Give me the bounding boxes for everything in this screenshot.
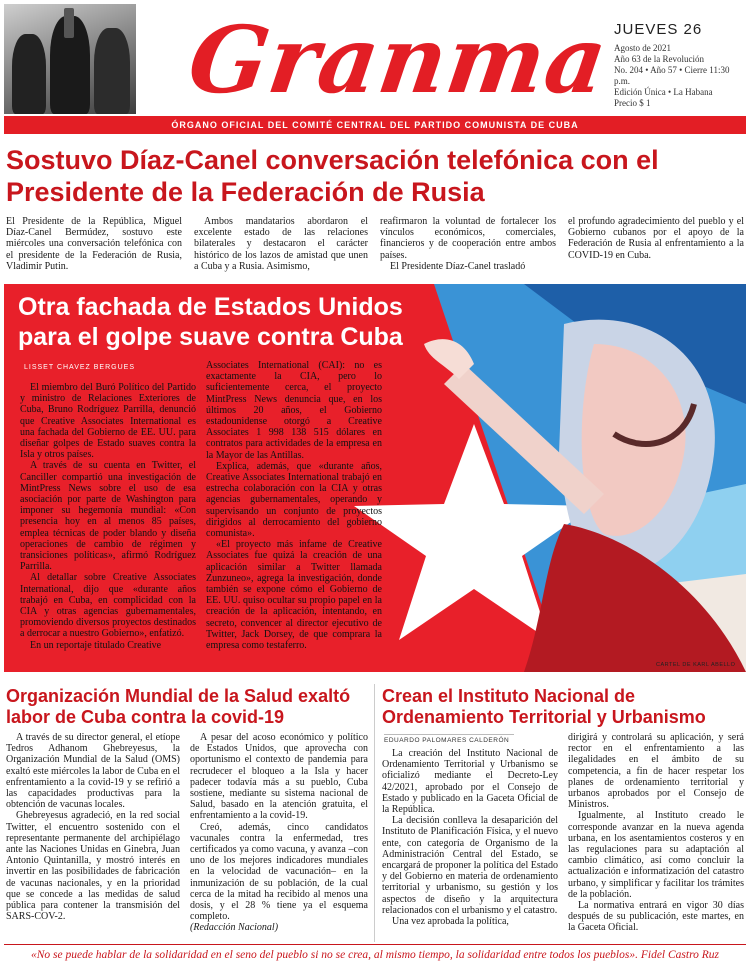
organ-band: ÓRGANO OFICIAL DEL COMITÉ CENTRAL DEL PARTIDO COMUNISTA DE CUBA	[4, 116, 746, 134]
issue-day: JUEVES 26	[614, 21, 703, 38]
paragraph: La normativa entrará en vigor 30 días después de su publicación, este martes, en la Gaceta Oficial.	[568, 900, 744, 934]
news-desk-signature: (Redacción Nacional)	[190, 922, 279, 934]
price: Precio $ 1	[614, 98, 651, 108]
paragraph: A través de su cuenta en Twitter, el Canciller compartió una investigación de MintPress News sobre el uso de esa asociación por parte de Washington para imponer su hegemonía mundial: «Con presencia hoy en al menos 85 países, emplea técnicas de poder blando y diseña operaciones de cambio de régimen y transiciones políticas», afirmó Rodríguez Parrilla.	[20, 460, 196, 573]
paragraph: Creó, además, cinco candidatos vacunales contra la enfermedad, tres certificados ya como vacuna, y avanza –con uno de los mejores indicadores mundiales en la velocidad de vacunación– en la inmunización de su población, de la cual cerca de la mitad ha recibido al menos una dosis, y el 28 % tiene ya el esquema completo.	[190, 821, 368, 923]
lead-column-2	[194, 216, 368, 272]
lead-column-3	[380, 216, 556, 272]
revolution-year: Año 63 de la Revolución	[614, 54, 704, 64]
paragraph: Ambos mandatarios abordaron el excelente estado de las relaciones bilaterales y destacaron el carácter histórico de los lazos de amistad que unen a Cuba y a Rusia. Asimismo,	[194, 216, 368, 272]
illustration-credit: CARTEL DE KARL ABELLO	[656, 662, 736, 668]
paragraph: A pesar del acoso económico y político de Estados Unidos, que aprovecha con oportunismo el contexto de pandemia para recrudecer el bloqueo a la Isla y hacer padecer todavía más a su pueblo, Cuba sostiene, mediante su sistema nacional de Salud, basado en la atención gratuita, el enfrentamiento a la covid-19.	[190, 732, 368, 822]
paragraph: Explica, además, que «durante años, Creative Associates International trabajó en estrecha colaboración con la CIA y otras agencias gubernamentales, operando y supervisando un conjunto de proyectos dirigidos al derrocamiento del gobierno comunista».	[206, 460, 382, 540]
lead-column-4	[568, 216, 744, 261]
paragraph: Una vez aprobada la política,	[392, 916, 509, 928]
masthead-photo	[4, 4, 136, 114]
instituto-headline[interactable]: Crean el Instituto Nacional de Ordenamiento Territorial y Urbanismo	[382, 686, 706, 727]
paragraph: el profundo agradecimiento del pueblo y el Gobierno cubanos por el apoyo de la Federación de Rusia al enfrentamiento a la COVID-19 en Cuba.	[568, 216, 744, 261]
instituto-byline: EDUARDO PALOMARES CALDERÓN	[384, 734, 514, 744]
issue-date: Agosto de 2021	[614, 43, 671, 53]
paragraph: Igualmente, al Instituto creado le corresponde avanzar en la nueva agenda urbana, en los asentamientos costeros y en las regulaciones para su adaptación al cambio climático, así como concluir la actualización e informatización del catastro urbano, y simplificar y facilitar los trámites de la población.	[568, 810, 744, 900]
instituto-column-2	[568, 732, 744, 934]
paragraph: Al detallar sobre Creative Associates International, dijo que «durante años trabajó en Cuba, en complicidad con la CIA y otras agencias gubernamentales, promoviendo diversos proyectos destinados a derrocar a nuestro Gobierno», enfatizó.	[20, 572, 196, 640]
paragraph: «El proyecto más infame de Creative Associates fue quizá la creación de una aplicación similar a Twitter llamada Zunzuneo», agrega la investigación, donde también se expone cómo el Gobierno de EE. UU. quiso ocultar su propio papel en la creación de la aplicación, intentando, en secreto, convencer al director ejecutivo de Twitter, Jack Dorsey, de que comprara la empresa como testaferro.	[206, 539, 382, 652]
footer-rule	[4, 944, 746, 945]
paragraph: La decisión conlleva la desaparición del Instituto de Planificación Física, y el nuevo ente, con categoría de Organismo de la Administración Central del Estado, se encargará de proponer la política del Estado y del Gobierno en materia de ordenamiento territorial y urbanismo, su gestión y los aspectos de diseño y la arquitectura relacionados con el urbanismo y el catastro.	[382, 815, 558, 916]
granma-logo[interactable]: Granma	[182, 6, 615, 114]
paragraph: Ghebreyesus agradeció, en la red social Twitter, el encuentro sostenido con el representante permanente del archipiélago ante las Naciones Unidas en Ginebra, Juan Antonio Quintanilla, y mostró interés en invertir en las posibilidades de fabricación de vacunas nacionales, y en la prioridad que se concede a las medidas de salud pública para contener la transmisión del SARS-COV-2.	[6, 810, 180, 923]
paragraph: reafirmaron la voluntad de fortalecer los vínculos económicos, comerciales, financieros y de cooperación entre ambos países.	[380, 216, 556, 261]
oms-headline[interactable]: Organización Mundial de la Salud exaltó labor de Cuba contra la covid-19	[6, 686, 351, 727]
column-divider	[374, 684, 375, 942]
paragraph: Associates International (CAI): no es exactamente la CIA, pero lo suficientemente cerca, el proyecto MintPress News denuncia que, en los últimos 20 años, el Gobierno estadounidense otorgó a Creative Associates 1 998 138 515 dólares en contratos para actividades de la empresa en la Mayor de las Antillas.	[206, 360, 382, 461]
edition: Edición Única • La Habana	[614, 87, 713, 97]
issue-number: No. 204 • Año 57 • Cierre 11:30 p.m.	[614, 65, 730, 86]
paragraph: El Presidente Díaz-Canel trasladó	[390, 260, 526, 272]
paragraph: El miembro del Buró Político del Partido y ministro de Relaciones Exteriores de Cuba, Bruno Rodríguez Parrilla, denunció que Creative Associates International es una fachada del Gobierno de EE. UU. para diseñar golpes de Estado suaves contra la Isla y otros países.	[20, 382, 196, 461]
lead-headline[interactable]: Sostuvo Díaz-Canel conversación telefónica con el Presidente de la Federación de Rusia	[6, 145, 659, 207]
lead-column-1	[6, 216, 182, 272]
instituto-column-1	[382, 748, 558, 927]
paragraph: A través de su director general, el etíope Tedros Adhanom Ghebreyesus, la Organización Mundial de la Salud (OMS) exaltó este miércoles la labor de Cuba en el enfrentamiento a la covid-19 y se refirió a las capacidades productivas para la obtención de vacunas locales.	[6, 732, 180, 811]
feature-headline[interactable]: Otra fachada de Estados Unidos para el golpe suave contra Cuba	[18, 293, 403, 351]
paragraph: dirigirá y controlará su aplicación, y será rector en el enfrentamiento a las ilegalidades en el ámbito de su competencia, a fin de hacer respetar los planes de ordenamiento territorial y urbanos aprobados por el Consejo de Ministros.	[568, 732, 744, 811]
feature-column-1	[20, 382, 196, 651]
oms-column-1	[6, 732, 180, 922]
oms-column-2	[190, 732, 368, 934]
paragraph: La creación del Instituto Nacional de Ordenamiento Territorial y Urbanismo se oficializó mediante el Decreto-Ley 42/2021, aprobado por el Consejo de Estado y publicado en la Gaceta Oficial de la República.	[382, 748, 558, 816]
paragraph: En un reportaje titulado Creative	[30, 639, 162, 651]
fidel-quote: «No se puede hablar de la solidaridad en el seno del pueblo si no se crea, al mismo tiempo, la solidaridad entre todos los pueblos». Fidel Castro Ruz	[30, 949, 720, 961]
feature-byline: LISSET CHAVEZ BERGUES	[24, 364, 135, 371]
paragraph: El Presidente de la República, Miguel Díaz-Canel Bermúdez, sostuvo este miércoles una conversación telefónica con el presidente de la Federación de Rusia, Vladimir Putin.	[6, 216, 182, 272]
dateline	[614, 20, 746, 109]
feature-column-2	[206, 360, 382, 651]
